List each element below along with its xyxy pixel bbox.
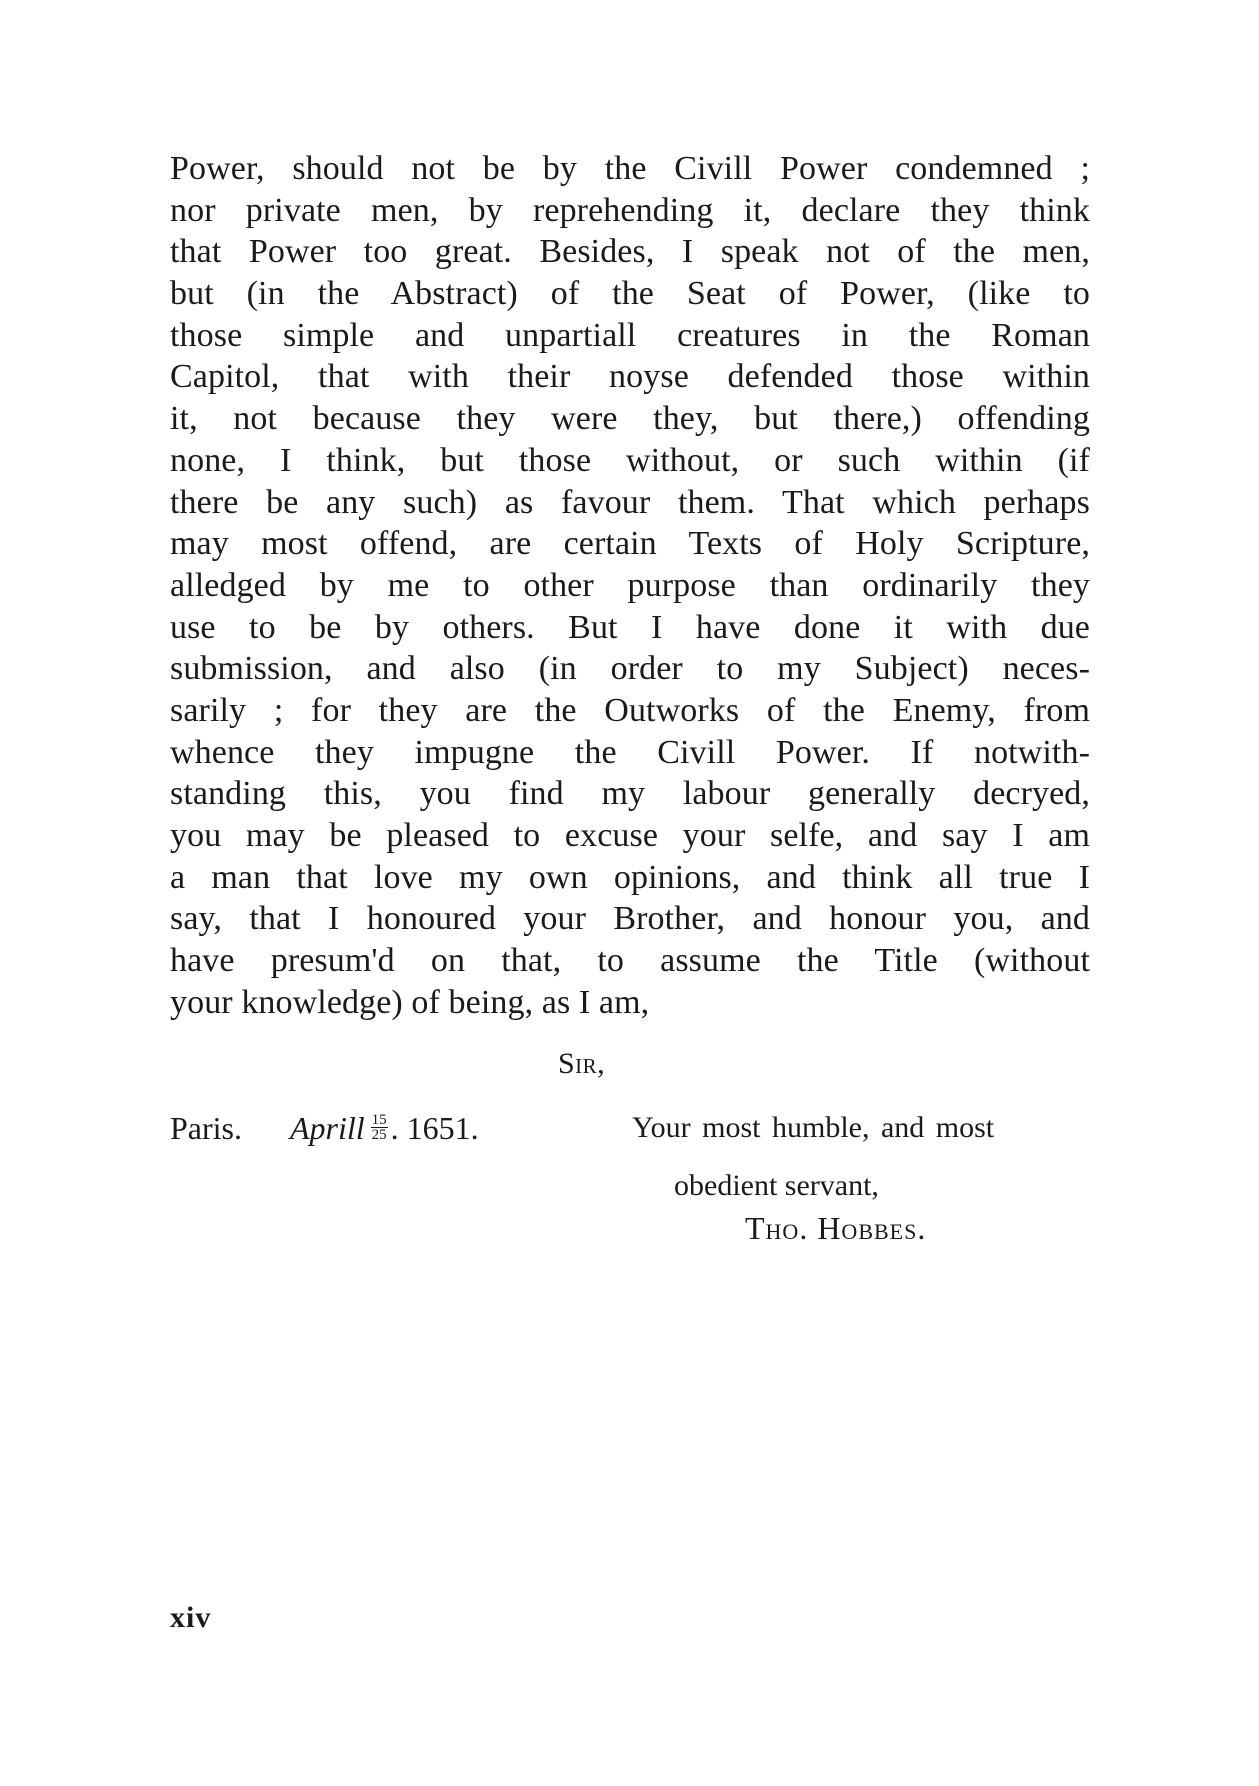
text-line: but (in the Abstract) of the Seat of Power, (like to — [170, 275, 1090, 313]
date-year: . 1651. — [390, 1110, 479, 1146]
text-line: you may be pleased to excuse your selfe, and say I am — [170, 817, 1090, 854]
text-line: sarily ; for they are the Outworks of the Enemy, from — [170, 691, 1090, 729]
date-day-fraction — [371, 1113, 388, 1142]
text-line: have presum'd on that, to assume the Title (without — [170, 942, 1090, 980]
text-line: use to be by others. But I have done it with due — [170, 608, 1090, 646]
closing-line-2: obedient servant, — [674, 1169, 879, 1202]
text-line: there be any such) as favour them. That which perhaps — [170, 483, 1090, 521]
text-line: say, that I honoured your Brother, and honour you, and — [170, 900, 1090, 938]
text-line: it, not because they were they, but there,) offending — [170, 400, 1090, 438]
text-line: Power, should not be by the Civill Power condemned ; — [170, 150, 1090, 187]
day-numerator: 15 — [371, 1112, 387, 1129]
page-number: xiv — [170, 1601, 212, 1634]
body-text — [170, 148, 1090, 1023]
salutation: Sir, — [558, 1047, 606, 1080]
text-line: may most offend, are certain Texts of Holy Scripture, — [170, 525, 1090, 563]
dateline — [170, 1108, 479, 1148]
date-month: Aprill — [290, 1110, 365, 1146]
text-line: that Power too great. Besides, I speak not of the men, — [170, 233, 1090, 271]
text-line: none, I think, but those without, or such within (if — [170, 441, 1090, 479]
text-line: submission, and also (in order to my Subject) neces- — [170, 650, 1090, 688]
text-line: nor private men, by reprehending it, declare they think — [170, 191, 1090, 229]
text-line: alledged by me to other purpose than ordinarily they — [170, 566, 1090, 604]
text-line: Capitol, that with their noyse defended those within — [170, 358, 1090, 396]
text-line: standing this, you find my labour generally decryed, — [170, 775, 1090, 813]
text-line: those simple and unpartiall creatures in the Roman — [170, 316, 1090, 354]
place-name: Paris. — [170, 1110, 242, 1146]
closing-line-1: Your most humble, and most — [632, 1111, 995, 1144]
text-line: your knowledge) of being, as I am, — [170, 983, 650, 1021]
text-line: a man that love my own opinions, and think all true I — [170, 858, 1090, 896]
signature: Tho. Hobbes. — [745, 1210, 927, 1246]
text-line: whence they impugne the Civill Power. If notwith- — [170, 733, 1090, 771]
day-denominator: 25 — [371, 1127, 387, 1144]
